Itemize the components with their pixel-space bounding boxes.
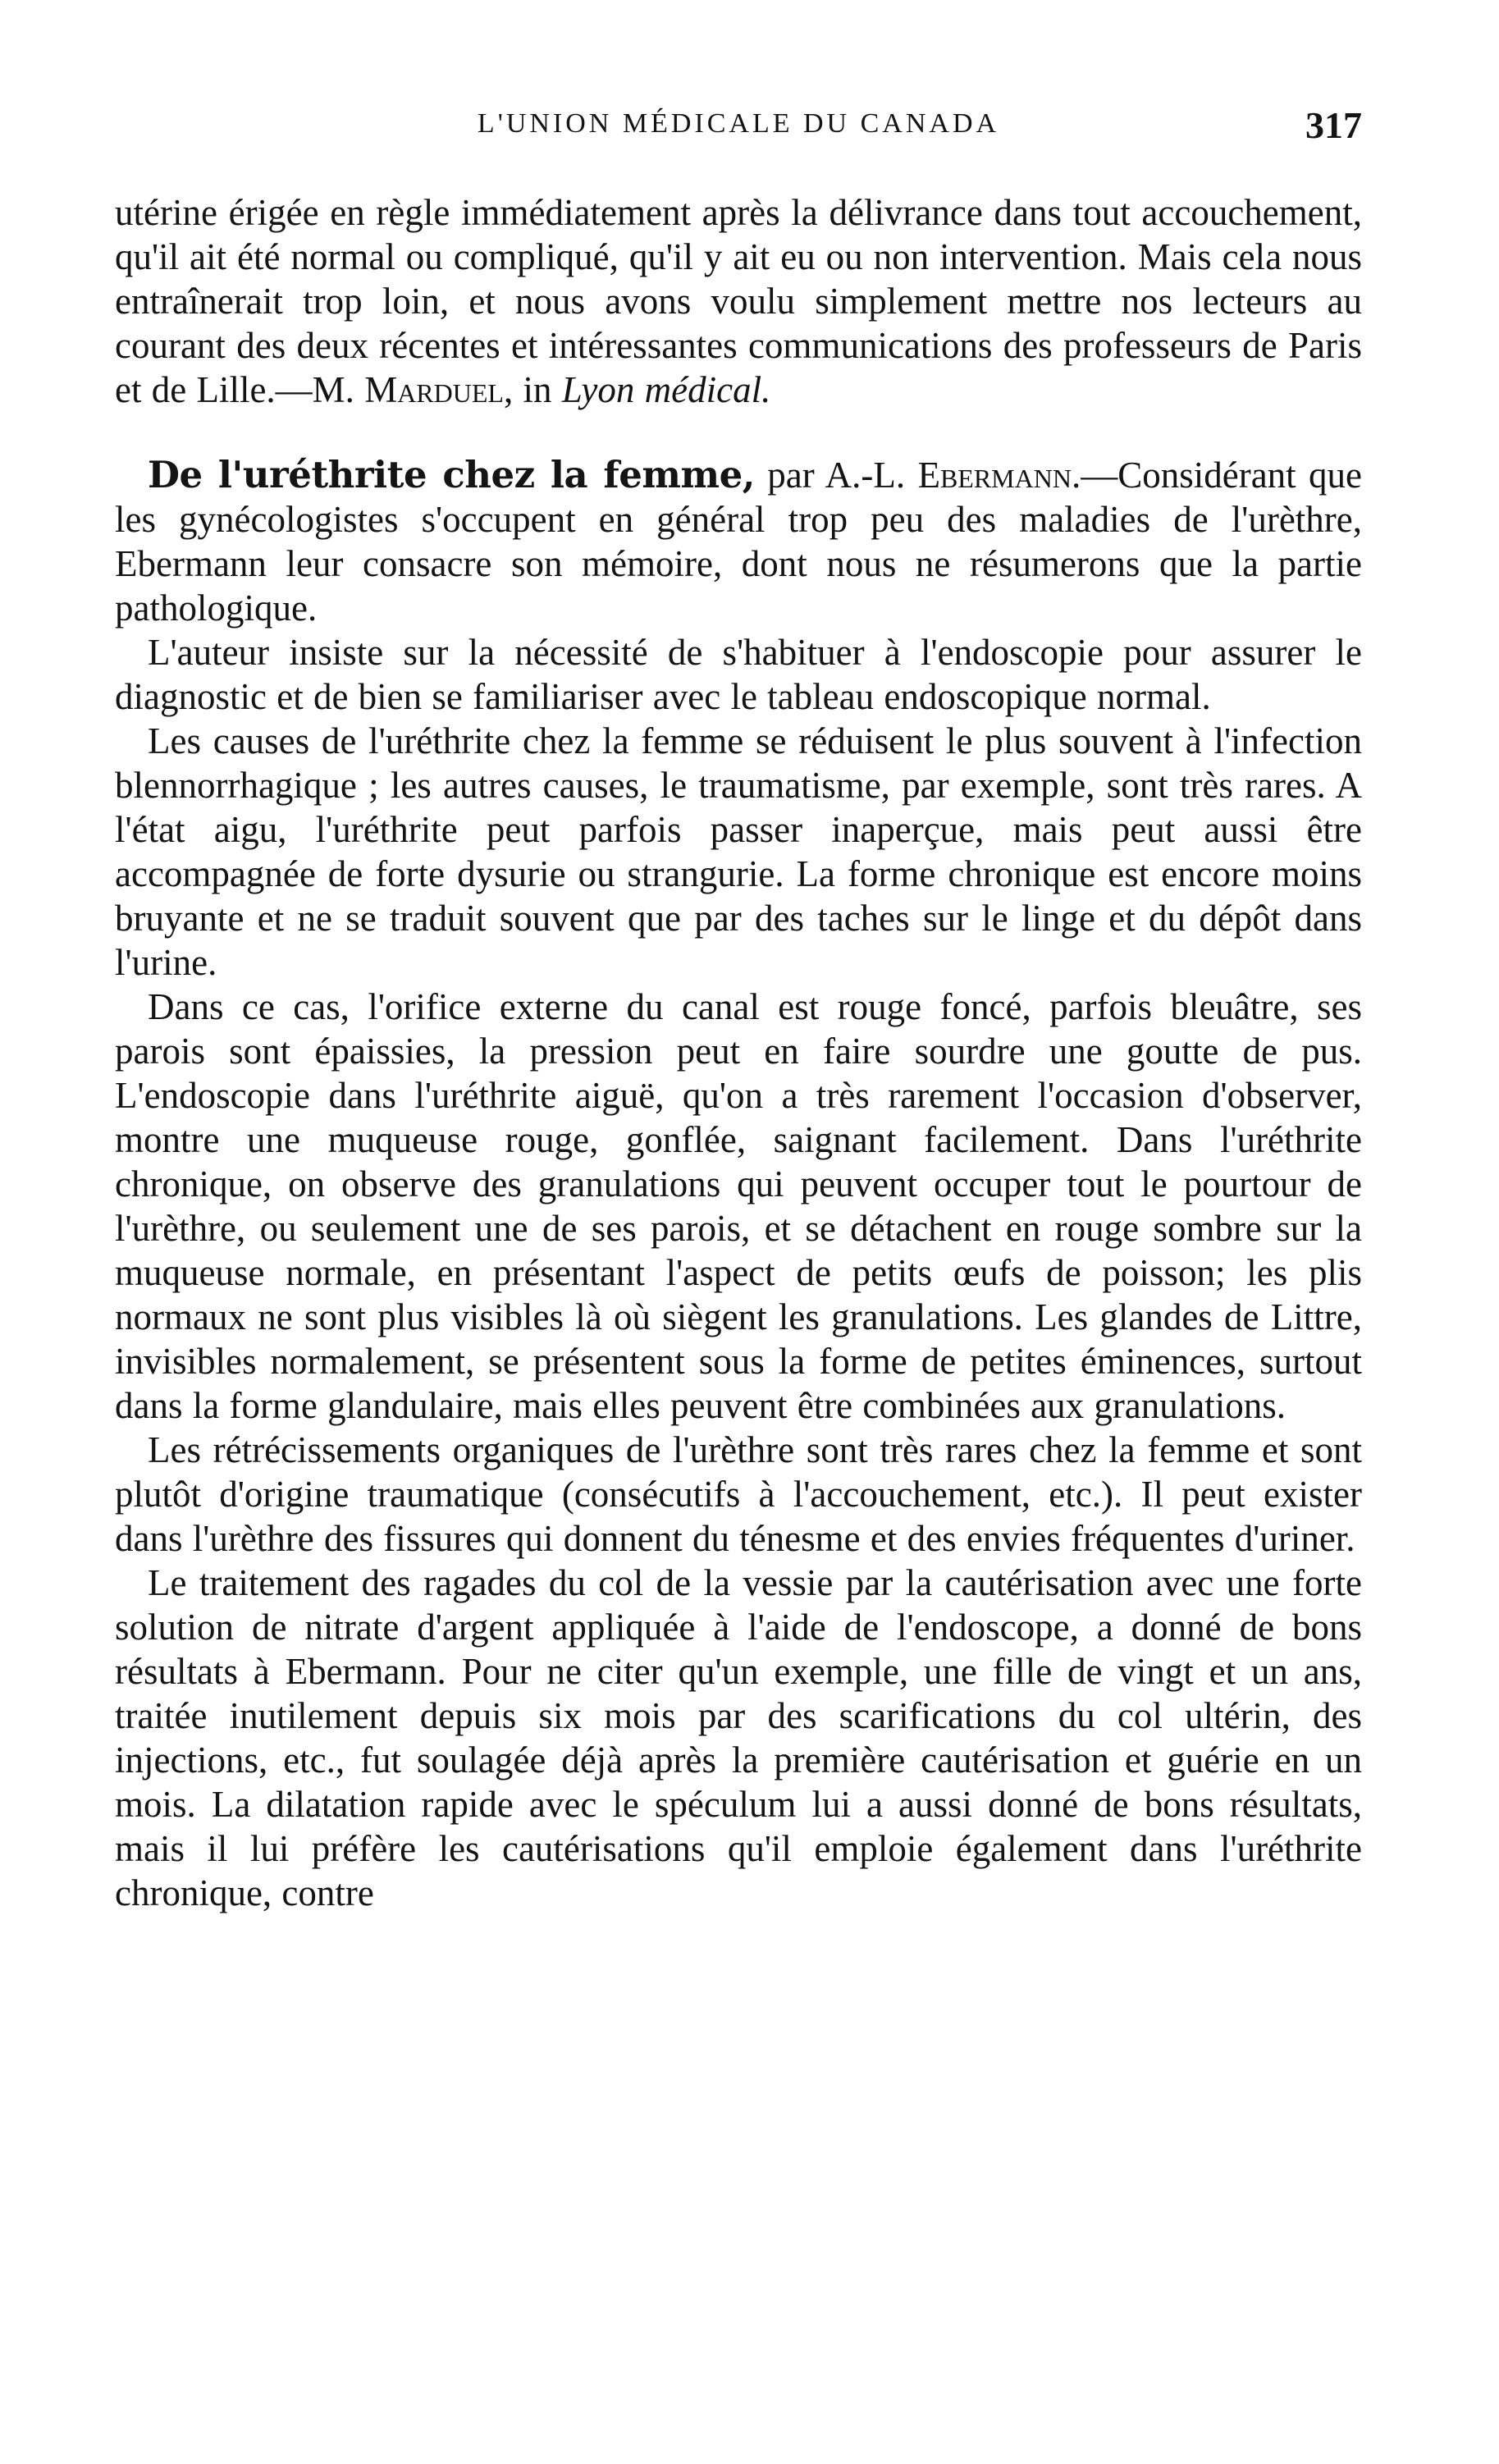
article-by: par A.-L. <box>754 455 918 496</box>
body-text <box>115 190 1362 1915</box>
previous-article-text: utérine érigée en règle immédiatement après la délivrance dans tout accouchement, qu'il ait été normal ou compliqué, qu'il y ait eu ou non intervention. Mais cela nous entraînerait trop loin, et nous avons voulu simplement mettre nos lecteurs au courant des deux récentes et intéressantes communications des professeurs de Paris et de Lille.—M. <box>115 192 1362 410</box>
article-lead: .—Considérant que les gynécologistes s'occupent en général trop peu des maladies de l'urèthre, Ebermann leur consacre son mémoire, dont nous ne résumerons que la partie pathologique. <box>115 455 1363 629</box>
article-paragraph: Les rétrécissements organiques de l'urèthre sont très rares chez la femme et sont plutôt d'origine traumatique (consécutifs à l'accouchement, etc.). Il peut exister dans l'urèthre des fissures qui donnent du ténesme et des envies fréquentes d'uriner. <box>115 1429 1362 1559</box>
article-author: Ebermann <box>917 455 1072 496</box>
article-title: De l'uréthrite chez la femme, <box>148 453 755 496</box>
previous-article-ending <box>115 190 1362 412</box>
article-paragraph: Dans ce cas, l'orifice externe du canal est rouge foncé, parfois bleuâtre, ses parois sont épaissies, la pression peut en faire sourdre une goutte de pus. L'endoscopie dans l'uréthrite aiguë, qu'on a très rarement l'occasion d'observer, montre une muqueuse rouge, gonflée, saignant facilement. Dans l'uréthrite chronique, on observe des granulations qui peuvent occuper tout le pourtour de l'urèthre, ou seulement une de ses parois, et se détachent en rouge sombre sur la muqueuse normale, en présentant l'aspect de petits œufs de poisson; les plis normaux ne sont plus visibles là où siègent les granulations. Les glandes de Littre, invisibles normalement, se présentent sous la forme de petites éminences, surtout dans la forme glandulaire, mais elles peuvent être combinées aux granulations. <box>115 986 1362 1426</box>
running-head <box>115 104 1362 158</box>
article-lead-paragraph <box>115 453 1362 630</box>
article-paragraph: Les causes de l'uréthrite chez la femme se réduisent le plus souvent à l'infection blennorrhagique ; les autres causes, le traumatisme, par exemple, sont très rares. A l'état aigu, l'uréthrite peut parfois passer inaperçue, mais peut aussi être accompagnée de forte dysurie ou strangurie. La forme chronique est encore moins bruyante et ne se traduit souvent que par des taches sur le linge et du dépôt dans l'urine. <box>115 720 1362 983</box>
article-paragraph: L'auteur insiste sur la nécessité de s'habituer à l'endoscopie pour assurer le diagnostic et de bien se familiariser avec le tableau endoscopique normal. <box>115 632 1362 717</box>
previous-article-source: Lyon médical. <box>561 369 771 410</box>
running-title: L'UNION MÉDICALE DU CANADA <box>477 108 1000 139</box>
article-paragraph: Le traitement des ragades du col de la vessie par la cautérisation avec une forte solution de nitrate d'argent appliquée à l'aide de l'endoscope, a donné de bons résultats à Ebermann. Pour ne citer qu'un exemple, une fille de vingt et un ans, traitée inutilement depuis six mois par des scarifications du col ultérin, des injections, etc., fut soulagée déjà après la première cautérisation et guérie en un mois. La dilatation rapide avec le spéculum lui a aussi donné de bons résultats, mais il lui préfère les cautérisations qu'il emploie également dans l'uréthrite chronique, contre <box>115 1562 1362 1913</box>
page-number: 317 <box>1305 104 1362 146</box>
previous-article-author: Marduel <box>364 369 504 410</box>
previous-article-in: , in <box>503 369 562 410</box>
